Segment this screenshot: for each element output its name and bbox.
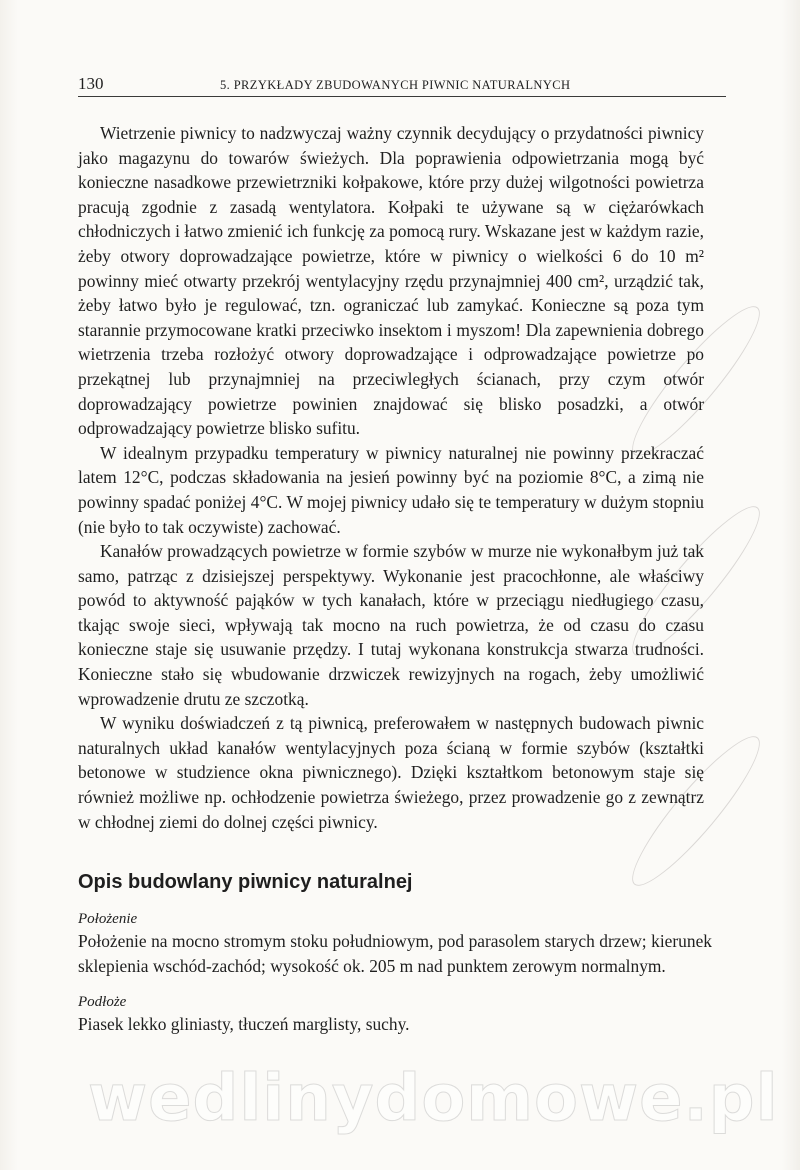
ground-subheading: Podłoże — [78, 994, 127, 1011]
section-title: Opis budowlany piwnicy naturalnej — [78, 871, 413, 893]
paragraph: W idealnym przypadku temperatury w piwnicy naturalnej nie powinny przekraczać latem 12°C, podczas składowania na jesień powinny być na poziomie 8°C, a zimą nie powinny spadać poniżej 4°C. W mojej piwnicy udało się te temperatury w dużym stopniu (nie było to tak oczywiste) zachować. — [78, 442, 704, 537]
location-text: Położenie na mocno stromym stoku południowym, pod parasolem starych drzew; kierunek sklepienia wschód-zachód; wysokość ok. 205 m nad punktem zerowym normalnym. — [78, 931, 712, 976]
running-head: 5. PRZYKŁADY ZBUDOWANYCH PIWNIC NATURALNYCH — [220, 78, 571, 92]
paragraph: W wyniku doświadczeń z tą piwnicą, preferowałem w następnych budowach piwnic naturalnych układ kanałów wentylacyjnych poza ścianą w formie szybów (kształtki betonowe w studzience okna piwnicznego). Dzięki kształtkom betonowym staje się również możliwe np. ochłodzenie powietrza świeżego, przez prowadzenie go z zewnątrz w chłodnej ziemi do dolnej części piwnicy. — [78, 713, 704, 832]
ground-text: Piasek lekko gliniasty, tłuczeń marglisty, suchy. — [78, 1014, 410, 1035]
location-subheading: Położenie — [78, 911, 138, 927]
construction-description-section — [78, 869, 712, 1037]
page-header — [78, 74, 726, 97]
main-text — [78, 121, 704, 834]
watermark: wedlinydomowe.pl — [88, 1062, 779, 1136]
page-number: 130 — [78, 74, 104, 93]
paragraph: Kanałów prowadzących powietrze w formie szybów w murze nie wykonałbym już tak samo, patrząc z dzisiejszej perspektywy. Wykonanie jest pracochłonne, ale właściwy powód to aktywność pająków w tych kanałach, które w przeciągu niedługiego czasu, tkając swoje sieci, wpływają tak mocno na ruch powietrza, że od czasu do czasu konieczne staje się usuwanie przędzy. I tutaj wykonana konstrukcja stwarza trudności. Konieczne stało się wbudowanie drzwiczek rewizyjnych na rogach, żeby umożliwić wprowadzenie drutu ze szczotką. — [78, 541, 704, 709]
paragraph: Wietrzenie piwnicy to nadzwyczaj ważny czynnik decydujący o przydatności piwnicy jako magazynu do towarów świeżych. Dla poprawienia odpowietrzania mogą być konieczne nasadkowe przewietrzniki kołpakowe, które przy dużej wilgotności powietrza pracują zgodnie z zasadą wentylatora. Kołpaki te używane są w ciężarówkach chłodniczych i łatwo zmienić ich funkcję za pomocą rury. Wskazane jest w każdym razie, żeby otwory doprowadzające powietrze, które w piwnicy o wielkości 6 do 10 m² powinny mieć otwarty przekrój wentylacyjny rzędu przynajmniej 400 cm², urządzić tak, żeby łatwo było je regulować, tzn. ograniczać lub zamykać. Konieczne są poza tym starannie przymocowane kratki przeciwko insektom i myszom! Dla zapewnienia dobrego wietrzenia trzeba rozłożyć otwory doprowadzające i odprowadzające powietrze po przekątnej lub przynajmniej na przeciwległych ścianach, przy czym otwór doprowadzający powietrze powinien znajdować się blisko posadzki, a otwór odprowadzający powietrze blisko sufitu. — [78, 123, 704, 439]
